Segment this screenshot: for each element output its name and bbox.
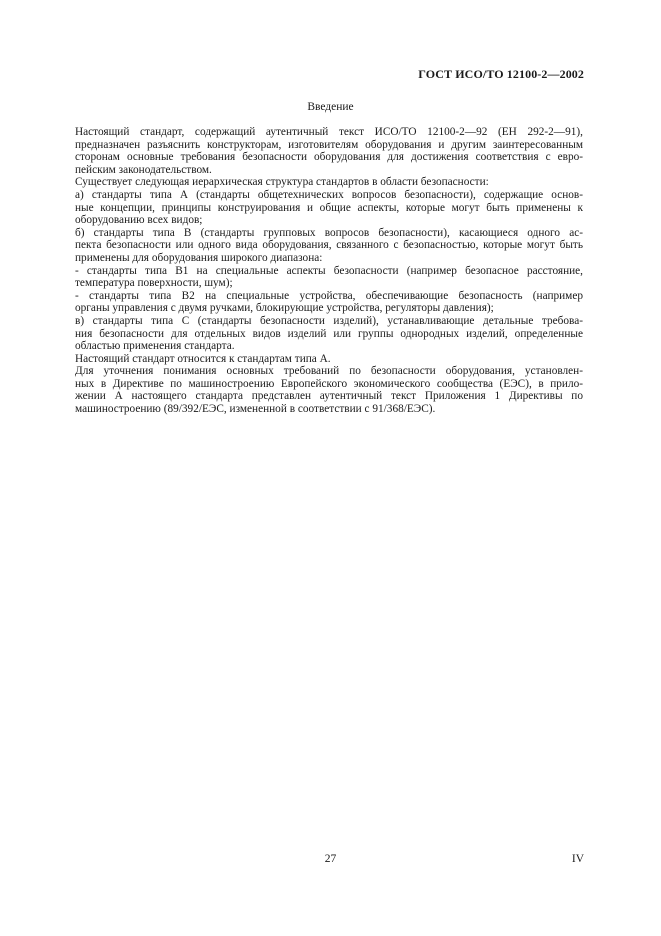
text-line: в) стандарты типа С (стандарты безопасности изделий), устанавливающие детальные требова- xyxy=(75,314,583,327)
text-line: ных в Директиве по машиностроению Европейского экономического сообщества (ЕЭС), в прило- xyxy=(75,377,583,390)
text-line: ния безопасности для отдельных видов изделий или группы однородных изделий, определенные xyxy=(75,327,583,340)
section-title: Введение xyxy=(307,101,354,113)
document-code-header: ГОСТ ИСО/ТО 12100-2—2002 xyxy=(418,67,584,81)
text-line: оборудованию всех видов; xyxy=(75,214,203,227)
body-text xyxy=(75,126,583,416)
text-line: машиностроению (89/392/ЕЭС, измененной в соответствии с 91/368/ЕЭС). xyxy=(75,403,436,416)
text-line: Для уточнения понимания основных требований по безопасности оборудования, установлен- xyxy=(75,365,583,378)
text-line: Настоящий стандарт, содержащий аутентичный текст ИСО/ТО 12100-2—92 (ЕН 292-2—91), xyxy=(75,126,583,138)
roman-page-number: IV xyxy=(571,853,584,865)
text-line: пекта безопасности или одного вида оборудования, связанного с безопасностью, которые могут быть xyxy=(75,239,583,252)
text-line: - стандарты типа В2 на специальные устройства, обеспечивающие безопасность (например xyxy=(75,289,583,302)
page-number: 27 xyxy=(324,853,337,865)
text-line: б) стандарты типа В (стандарты групповых вопросов безопасности), касающиеся одного ас- xyxy=(75,226,583,239)
text-line: - стандарты типа В1 на специальные аспекты безопасности (например безопасное расстояние, xyxy=(75,264,583,277)
text-line: жении А настоящего стандарта представлен аутентичный текст Приложения 1 Директивы по xyxy=(75,390,583,403)
text-line: Существует следующая иерархическая структура стандартов в области безопасности: xyxy=(75,176,489,189)
text-line: а) стандарты типа А (стандарты общетехнических вопросов безопасности), содержащие основ- xyxy=(75,188,583,201)
text-line: температура поверхности, шум); xyxy=(75,277,233,290)
text-line: предназначен разъяснить конструкторам, изготовителям оборудования и другим заинтересованным xyxy=(75,138,583,151)
text-line: органы управления с двумя ручками, блокирующие устройства, регуляторы давления); xyxy=(75,302,494,315)
text-line: областью применения стандарта. xyxy=(75,340,235,353)
text-line: Настоящий стандарт относится к стандартам типа А. xyxy=(75,352,331,365)
text-line: пейским законодательством. xyxy=(75,163,212,176)
text-line: применены для оборудования широкого диапазона: xyxy=(75,251,323,264)
text-line: сторонам основные требования безопасности оборудования для достижения соответствия с евро- xyxy=(75,151,583,164)
text-line: ные концепции, принципы конструирования и общие аспекты, которые могут быть применены к xyxy=(75,201,583,214)
